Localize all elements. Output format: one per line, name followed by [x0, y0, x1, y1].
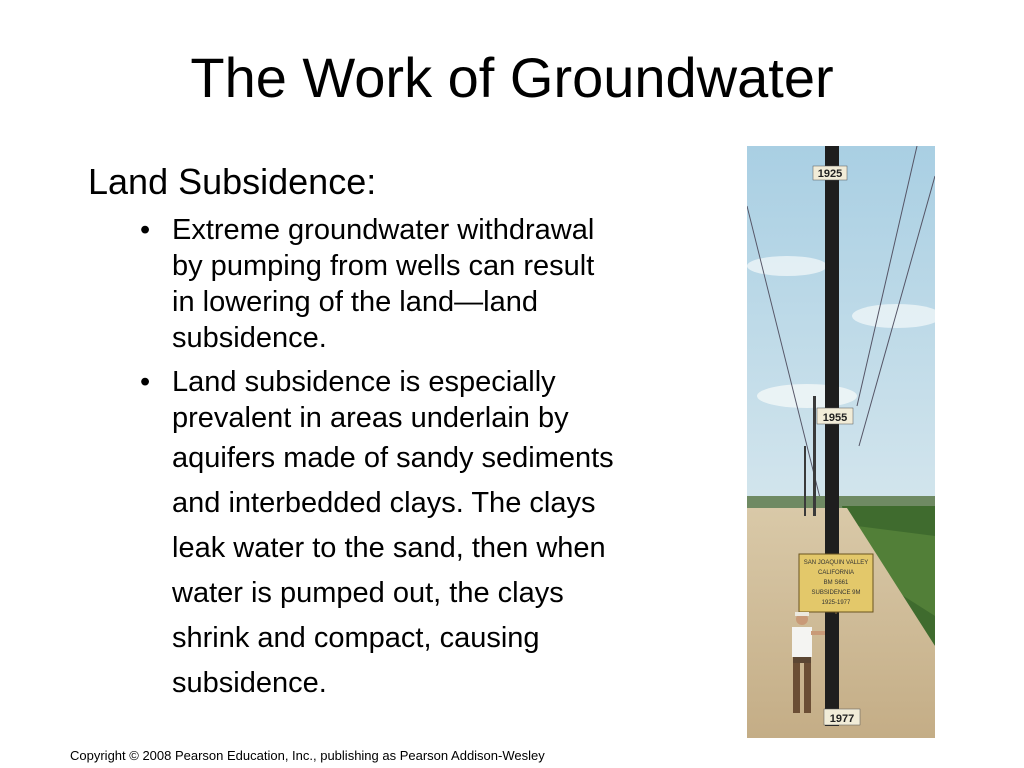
- sign-line: 1925-1977: [821, 600, 851, 606]
- sign-line: SAN JOAQUIN VALLEY: [803, 560, 869, 566]
- bullet-line: subsidence.: [172, 322, 327, 354]
- bullet-line: in lowering of the land—land: [172, 286, 538, 318]
- bullet-marker: •: [140, 214, 151, 246]
- subsidence-photo: [747, 146, 935, 738]
- cloud: [757, 384, 857, 408]
- distant-pole: [804, 446, 806, 516]
- slide-title: The Work of Groundwater: [190, 46, 834, 109]
- bullet-line: Extreme groundwater withdrawal: [172, 214, 595, 246]
- sign-line: BM S661: [823, 580, 849, 586]
- bullet-line: leak water to the sand, then when: [172, 532, 606, 564]
- sign-line: CALIFORNIA: [817, 570, 855, 576]
- bullet-line: water is pumped out, the clays: [172, 577, 564, 609]
- bullet-list: [140, 212, 700, 706]
- copyright-notice: Copyright © 2008 Pearson Education, Inc., publishing as Pearson Addison-Wesley: [70, 748, 545, 763]
- bullet-line: prevalent in areas underlain by: [172, 402, 569, 434]
- bullet-line: by pumping from wells can result: [172, 250, 595, 282]
- bullet-marker: •: [140, 366, 151, 398]
- bullet-line: shrink and compact, causing: [172, 622, 540, 654]
- cloud: [747, 256, 827, 276]
- bullet-line: Land subsidence is especially: [172, 366, 556, 398]
- bullet-line: and interbedded clays. The clays: [172, 487, 596, 519]
- bullet-item: [140, 364, 700, 706]
- marker-1955: 1955: [822, 412, 848, 424]
- bullet-line: aquifers made of sandy sediments: [172, 442, 614, 474]
- marker-1977: 1977: [829, 713, 855, 725]
- utility-pole: [825, 146, 839, 726]
- sign-line: SUBSIDENCE 9M: [811, 590, 861, 596]
- bullet-item: [140, 212, 700, 356]
- section-heading: Land Subsidence:: [88, 161, 377, 202]
- distant-pole: [813, 396, 816, 516]
- marker-1925: 1925: [817, 168, 843, 180]
- bullet-line: subsidence.: [172, 667, 327, 699]
